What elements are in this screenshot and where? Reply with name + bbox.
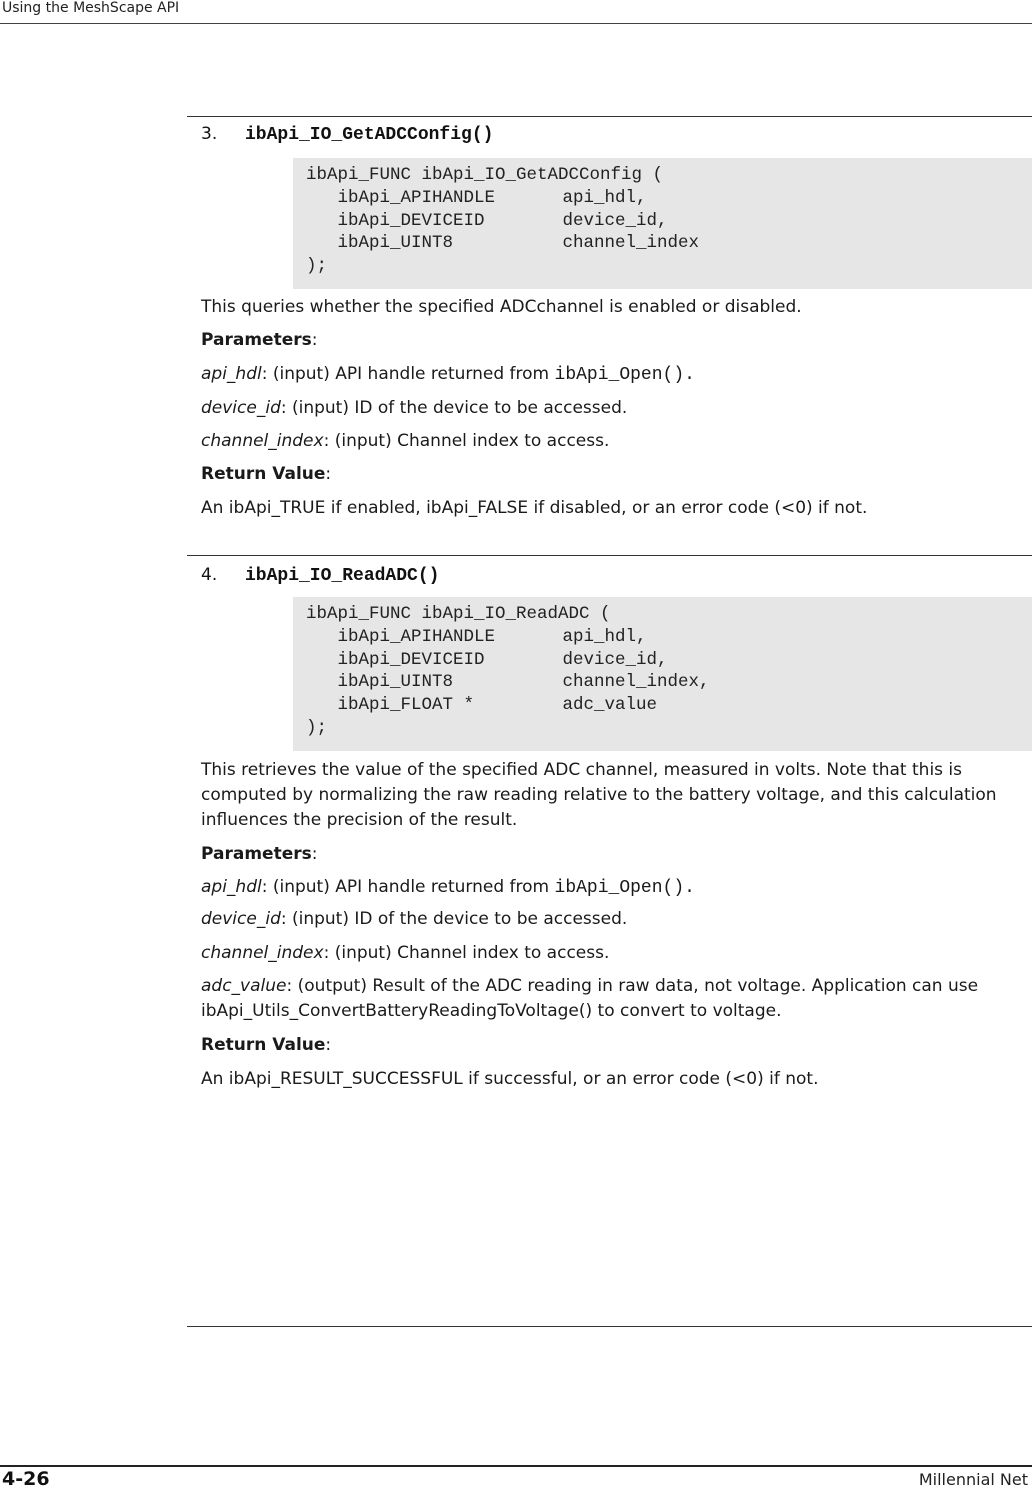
param-name: channel_index bbox=[562, 233, 700, 254]
param-desc bbox=[201, 362, 1021, 388]
section-heading bbox=[201, 124, 493, 145]
param-name: adc_value bbox=[562, 695, 658, 716]
param-type: ibApi_UINT8 bbox=[337, 672, 454, 693]
return-label: Return Value bbox=[201, 1035, 326, 1055]
section-divider bbox=[187, 555, 1032, 556]
param-desc-name: channel_index bbox=[201, 943, 324, 963]
code-block bbox=[293, 597, 1032, 751]
function-name: ibApi_IO_GetADCConfig() bbox=[245, 125, 494, 145]
param-desc-name: device_id bbox=[201, 909, 281, 929]
description-line: influences the precision of the result. bbox=[201, 810, 518, 830]
parameters-label: Parameters bbox=[201, 330, 312, 350]
param-type: ibApi_DEVICEID bbox=[337, 649, 485, 670]
param-desc-text: : (output) Result of the ADC reading in raw data, not voltage. Application can use bbox=[286, 976, 979, 996]
code-line bbox=[306, 232, 1032, 255]
param-desc bbox=[201, 974, 1021, 1024]
code-line bbox=[306, 694, 1032, 717]
param-name: device_id, bbox=[562, 210, 668, 231]
param-name: device_id, bbox=[562, 649, 668, 670]
param-desc-name: api_hdl bbox=[201, 877, 262, 897]
param-desc-text: : (input) API handle returned from bbox=[261, 364, 555, 384]
code-line bbox=[306, 671, 1032, 694]
section-number: 4. bbox=[201, 565, 218, 585]
param-type: ibApi_FLOAT * bbox=[337, 695, 475, 716]
parameters-heading: Parameters: bbox=[201, 844, 318, 864]
return-heading: Return Value: bbox=[201, 1035, 332, 1055]
parameters-label: Parameters bbox=[201, 844, 312, 864]
code-line: ); bbox=[306, 717, 328, 738]
return-label: Return Value bbox=[201, 464, 326, 484]
param-desc bbox=[201, 875, 1021, 901]
param-desc-name: device_id bbox=[201, 398, 281, 418]
param-desc-text: : (input) API handle returned from bbox=[261, 877, 555, 897]
code-line bbox=[306, 626, 1032, 649]
running-header bbox=[0, 0, 1032, 24]
return-text: An ibApi_RESULT_SUCCESSFUL if successful, or an error code (<0) if not. bbox=[201, 1069, 819, 1089]
param-desc-name: channel_index bbox=[201, 431, 324, 451]
param-desc-text: : (input) ID of the device to be accessed. bbox=[280, 398, 628, 418]
param-desc-text: ibApi_Utils_ConvertBatteryReadingToVoltage() to convert to voltage. bbox=[201, 1001, 782, 1021]
description-line: computed by normalizing the raw reading relative to the battery voltage, and this calculation bbox=[201, 785, 997, 805]
param-name: channel_index, bbox=[562, 672, 710, 693]
code-line bbox=[306, 649, 1032, 672]
description bbox=[201, 758, 1021, 833]
return-heading: Return Value: bbox=[201, 464, 332, 484]
description-line: This retrieves the value of the specified ADC channel, measured in volts. Note that this is bbox=[201, 760, 963, 780]
section-number: 3. bbox=[201, 124, 218, 144]
param-desc bbox=[201, 396, 1021, 421]
param-name: api_hdl, bbox=[562, 187, 647, 208]
footer-publisher: Millennial Net bbox=[918, 1470, 1028, 1489]
param-desc-text: : (input) Channel index to access. bbox=[323, 431, 610, 451]
param-desc-code: ibApi_Open(). bbox=[554, 878, 695, 898]
code-line bbox=[306, 187, 1032, 210]
param-type: ibApi_APIHANDLE bbox=[337, 187, 496, 208]
parameters-heading: Parameters: bbox=[201, 330, 318, 350]
section-heading bbox=[201, 565, 439, 586]
code-line: ); bbox=[306, 256, 328, 277]
description: This queries whether the specified ADCchannel is enabled or disabled. bbox=[201, 297, 802, 317]
section-divider bbox=[187, 116, 1032, 117]
param-desc bbox=[201, 941, 1021, 966]
section-divider bbox=[187, 1326, 1032, 1327]
param-desc-text: : (input) Channel index to access. bbox=[323, 943, 610, 963]
code-block bbox=[293, 158, 1032, 289]
param-desc-name: adc_value bbox=[201, 976, 287, 996]
page-number: 4-26 bbox=[2, 1468, 50, 1490]
param-type: ibApi_UINT8 bbox=[337, 233, 454, 254]
code-line: ibApi_FUNC ibApi_IO_ReadADC ( bbox=[306, 604, 611, 624]
param-desc bbox=[201, 907, 1021, 932]
header-title: Using the MeshScape API bbox=[2, 0, 180, 16]
function-name: ibApi_IO_ReadADC() bbox=[245, 566, 440, 586]
code-line: ibApi_FUNC ibApi_IO_GetADCConfig ( bbox=[306, 165, 664, 185]
param-desc-text: : (input) ID of the device to be accessed. bbox=[280, 909, 628, 929]
param-type: ibApi_APIHANDLE bbox=[337, 626, 496, 647]
return-text: An ibApi_TRUE if enabled, ibApi_FALSE if disabled, or an error code (<0) if not. bbox=[201, 498, 868, 518]
param-desc-code: ibApi_Open(). bbox=[554, 365, 695, 385]
code-line bbox=[306, 210, 1032, 233]
footer-divider bbox=[0, 1465, 1032, 1467]
param-desc-name: api_hdl bbox=[201, 364, 262, 384]
param-type: ibApi_DEVICEID bbox=[337, 210, 485, 231]
param-desc bbox=[201, 429, 1021, 454]
param-name: api_hdl, bbox=[562, 626, 647, 647]
